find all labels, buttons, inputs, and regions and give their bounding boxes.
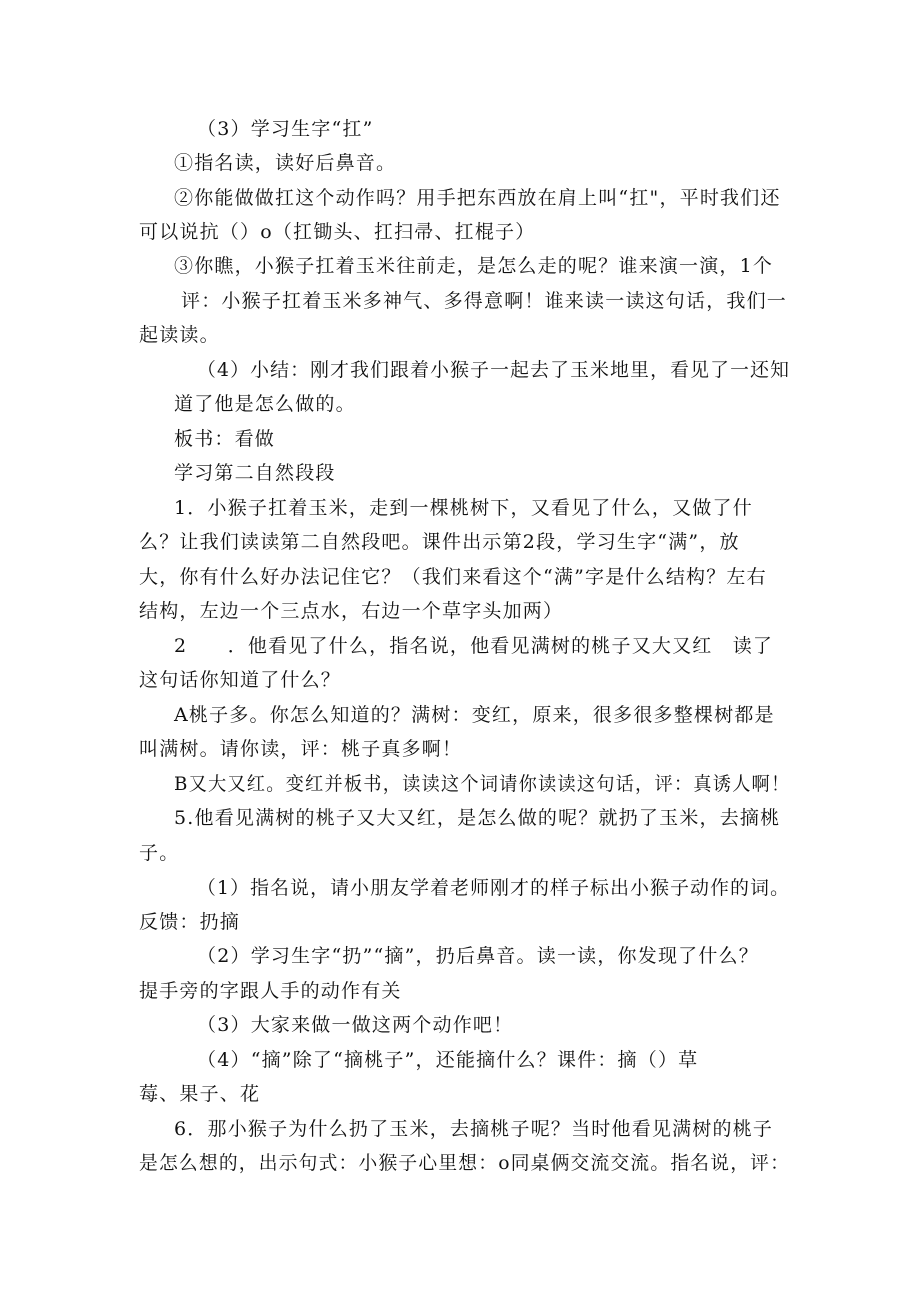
- text-line: 结构，左边一个三点水，右边一个草字头加两）: [139, 600, 564, 622]
- text-line: 板书：看做: [174, 428, 276, 450]
- text-line: 是怎么想的，出示句式：小猴子心里想：o同桌俩交流交流。指名说，评：: [139, 1152, 791, 1174]
- text-line: 么？让我们读读第二自然段吧。课件出示第2段，学习生字“满”，放: [139, 531, 740, 553]
- text-line: A桃子多。你怎么知道的？满树：变红，原来，很多很多整棵树都是: [174, 704, 775, 726]
- text-line: 提手旁的字跟人手的动作有关: [139, 980, 402, 1002]
- text-line: ③你瞧，小猴子扛着玉米往前走，是怎么走的呢？谁来演一演，1个: [174, 255, 774, 277]
- text-line: （3）大家来做一做这两个动作吧！: [197, 1014, 514, 1036]
- text-line: 评：小猴子扛着玉米多神气、多得意啊！谁来读一读这句话，我们一: [181, 290, 788, 312]
- text-line: 大，你有什么好办法记住它？（我们来看这个“满”字是什么结构？左右: [139, 566, 767, 588]
- text-line: 2 ．他看见了什么，指名说，他看见满树的桃子又大又红 读了: [174, 635, 774, 657]
- text-line: 1．小猴子扛着玉米，走到一棵桃树下，又看见了什么，又做了什: [174, 497, 753, 519]
- text-line: 学习第二自然段段: [174, 462, 336, 484]
- text-line: 可以说抗（）o（扛锄头、扛扫帚、扛棍子）: [139, 221, 536, 243]
- text-line: （1）指名说，请小朋友学着老师刚才的样子标出小猴子动作的词。: [197, 877, 791, 899]
- text-line: 叫满树。请你读，评：桃子真多啊！: [139, 738, 463, 760]
- text-line: ②你能做做扛这个动作吗？用手把东西放在肩上叫“扛"，平时我们还: [174, 187, 781, 209]
- text-line: 这句话你知道了什么？: [139, 669, 342, 691]
- text-line: （3）学习生字“扛”: [197, 118, 374, 140]
- text-line: 6．那小猴子为什么扔了玉米，去摘桃子呢？当时他看见满树的桃子: [174, 1118, 774, 1140]
- text-line: B又大又红。变红并板书，读读这个词请你读读这句话，评：真诱人啊！: [174, 773, 791, 795]
- text-line: 子。: [139, 842, 180, 864]
- text-line: 反馈：扔摘: [139, 911, 241, 933]
- text-line: （4）小结：刚才我们跟着小猴子一起去了玉米地里，看见了一还知: [197, 359, 791, 381]
- text-line: （2）学习生字“扔”“摘”，扔后鼻音。读一读，你发现了什么？: [197, 945, 759, 967]
- text-line: 道了他是怎么做的。: [174, 393, 356, 415]
- text-line: 起读读。: [139, 324, 220, 346]
- text-line: 5.他看见满树的桃子又大又红，是怎么做的呢？就扔了玉米，去摘桃: [174, 807, 781, 829]
- text-line: ①指名读，读好后鼻音。: [174, 152, 397, 174]
- text-line: 莓、果子、花: [139, 1083, 261, 1105]
- text-line: （4）“摘”除了“摘桃子”，还能摘什么？课件：摘（）草: [197, 1049, 699, 1071]
